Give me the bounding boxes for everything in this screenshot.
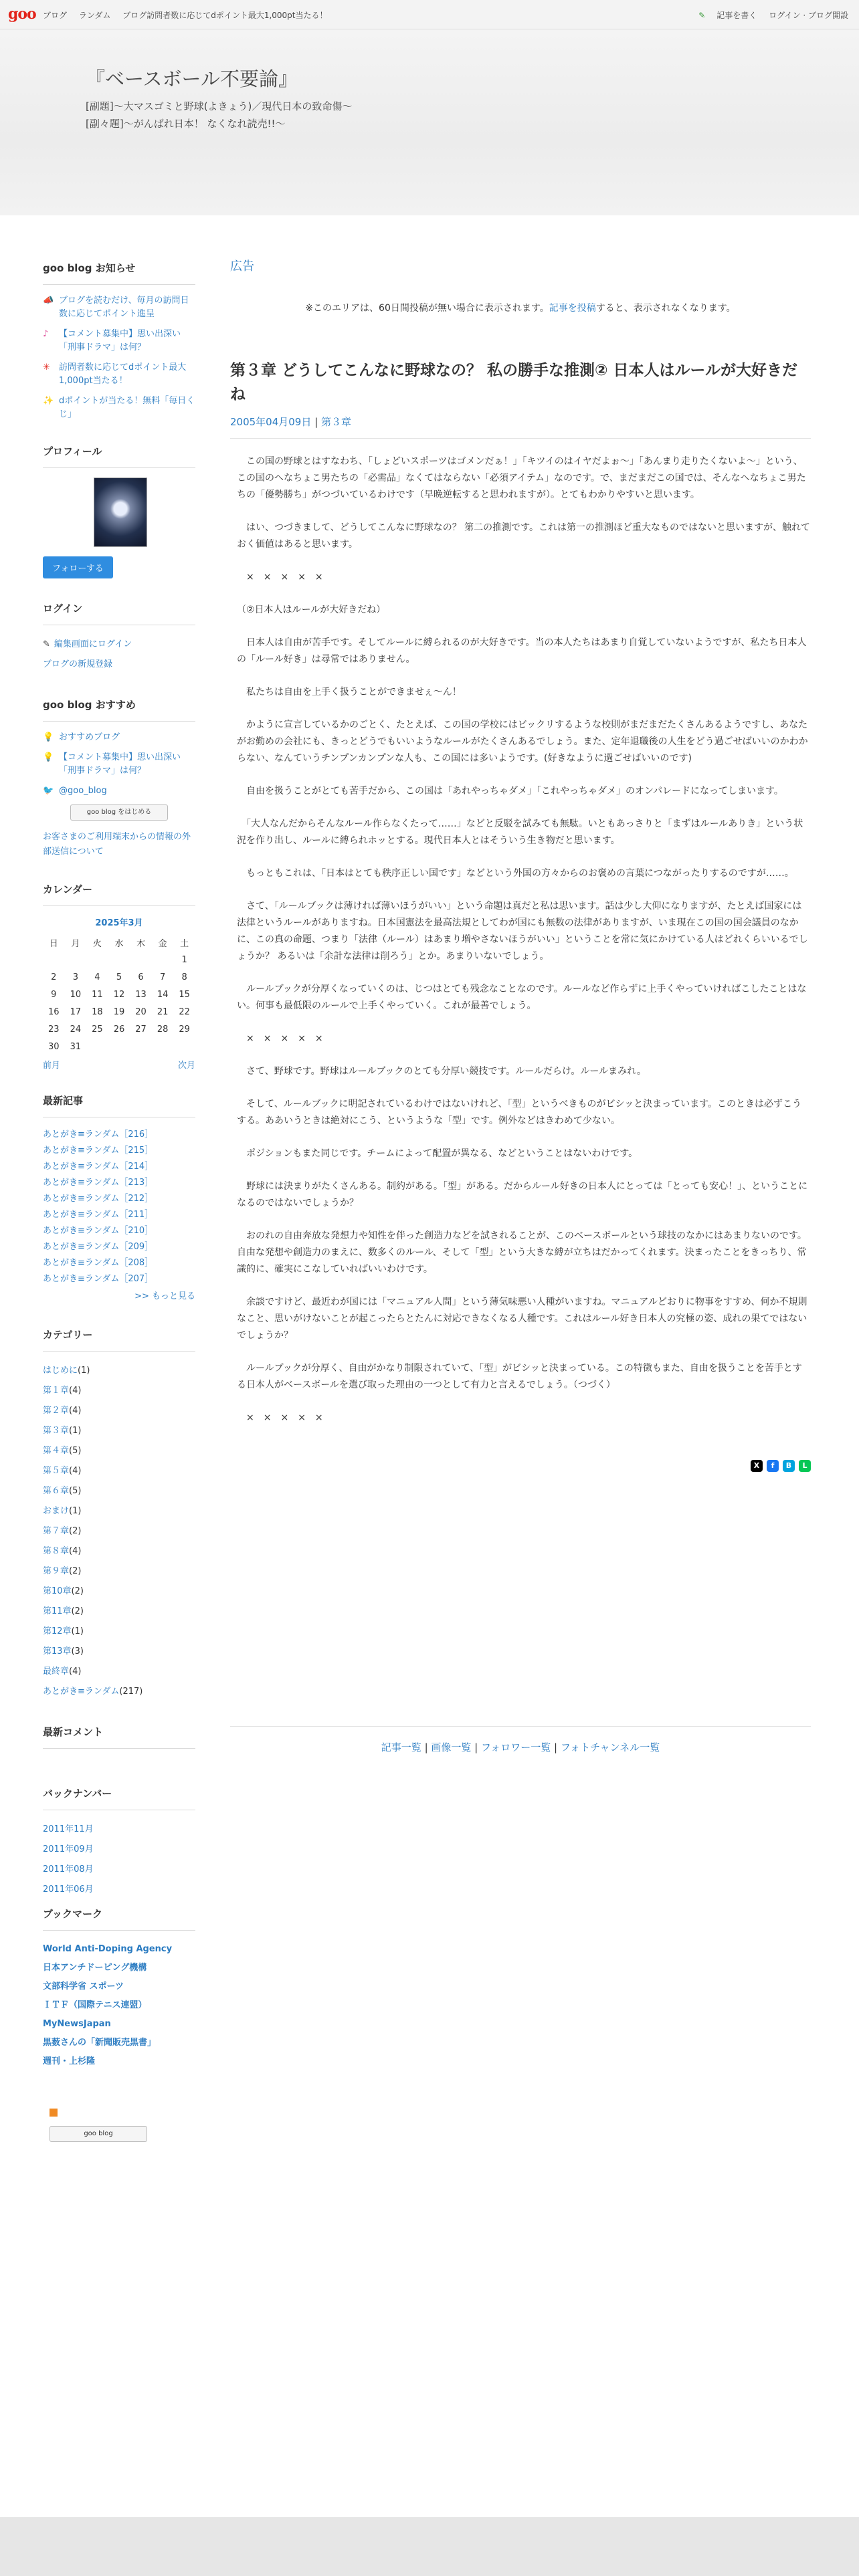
- blog-header: [0, 29, 859, 215]
- nav-random[interactable]: ランダム: [78, 11, 111, 20]
- footer-separator: |: [471, 1741, 481, 1753]
- x-share-icon[interactable]: X: [751, 1460, 763, 1472]
- bookmark-link[interactable]: 日本アンチドーピング機構: [43, 1963, 147, 1973]
- calendar-week: [43, 1003, 195, 1021]
- line-share-icon[interactable]: L: [799, 1460, 811, 1472]
- recommend-link[interactable]: おすすめブログ: [59, 732, 120, 742]
- calendar-week: [43, 951, 195, 968]
- goo-blog-banner[interactable]: [50, 2126, 147, 2142]
- bulb-icon: 💡: [43, 752, 54, 762]
- category-count: (2): [69, 1526, 82, 1536]
- calendar-month: 2025年3月: [95, 918, 143, 928]
- category-item: [43, 1582, 195, 1602]
- calendar-day: 26: [113, 1024, 125, 1035]
- calendar-weekday: 木: [136, 938, 146, 949]
- calendar-day: [152, 1038, 174, 1055]
- calendar-weekday: 土: [180, 938, 189, 949]
- news-link[interactable]: dポイントが当たる！無料「毎日くじ」: [59, 396, 195, 419]
- calendar-day: 8: [181, 972, 187, 982]
- comments-block: [43, 1725, 195, 1749]
- backnumber-link[interactable]: 2011年11月: [43, 1824, 94, 1834]
- category-link[interactable]: 第３章: [43, 1426, 70, 1436]
- edit-login-link[interactable]: [43, 635, 195, 655]
- post-paragraph: × × × × ×: [237, 572, 323, 582]
- category-link[interactable]: 第５章: [43, 1466, 70, 1476]
- recent-post-link[interactable]: あとがき≡ランダム［214］: [43, 1162, 154, 1172]
- post-meta: [230, 415, 811, 439]
- twitter-link[interactable]: @goo_blog: [59, 786, 107, 796]
- calendar-day: [130, 1038, 152, 1055]
- profile-heading: プロフィール: [43, 444, 195, 468]
- calendar-day: 18: [92, 1006, 103, 1017]
- calendar-day: 3: [72, 972, 78, 982]
- category-count: (2): [69, 1566, 82, 1576]
- backnumber-heading: バックナンバー: [43, 1786, 195, 1810]
- category-count: (1): [69, 1506, 82, 1516]
- recommend-item[interactable]: [43, 731, 195, 744]
- calendar-day: 19: [113, 1006, 125, 1017]
- category-block: [43, 1327, 195, 1702]
- category-link[interactable]: 第６章: [43, 1486, 70, 1496]
- twitter-icon: 🐦: [43, 786, 54, 796]
- rss-icon[interactable]: [50, 2109, 58, 2117]
- post-paragraph: さて、「ルールブックは薄ければ薄いほうがいい」という命題は真だと私は思います。話は少し大仰になりますが、たとえば国家には法律というルールがありますね。日本国憲法を最高法規としてわが国にも無数の法律がありますが、いま現在この国の国会議員のなかに、この真の命題、つまり「法律（ルール）はあまり増やさないほうがいい」ということを常に気にかけている人はどれくらいいるでしょうか？ あるいは「余計な法律は削ろう」とか。あまりいないでしょう。: [237, 901, 808, 962]
- category-item: [43, 1662, 195, 1682]
- calendar-day: 1: [181, 954, 187, 965]
- post-paragraph: この国の野球とはすなわち、「しょどいスポーツはゴメンだぁ！」「キツイのはイヤだよぉ〜」「あんまり走りたくないよ〜」という、この国のへなちょこ男たちの「必需品」なくてはならない「必須アイテム」なのです。で、まだまだこの国では、そんなへなちょこ男たちの「優勢勝ち」がつづいているわけです（早晩逆転すると思われますが）。とてもわかりやすいと思います。: [237, 456, 806, 500]
- comments-heading: 最新コメント: [43, 1725, 195, 1749]
- bookmark-link[interactable]: 文部科学省 スポーツ: [43, 1981, 124, 1992]
- category-item: [43, 1541, 195, 1562]
- recent-post-link[interactable]: あとがき≡ランダム［211］: [43, 1210, 154, 1220]
- post-paragraph: ルールブックが分厚くなっていくのは、じつはとても残念なことなのです。ルールなど作らずに上手くやっていければこしたことはない。何事も最低限のルールで上手くやっていく。これが最善でしょう。: [237, 984, 807, 1011]
- calendar-day: 9: [51, 989, 57, 1000]
- calendar-day: 21: [157, 1006, 169, 1017]
- category-link[interactable]: 第12章: [43, 1626, 72, 1636]
- recent-post-link[interactable]: あとがき≡ランダム［209］: [43, 1242, 154, 1252]
- news-item[interactable]: [43, 328, 195, 354]
- bookmark-heading: ブックマーク: [43, 1907, 195, 1931]
- category-item: [43, 1421, 195, 1441]
- login-link[interactable]: ログイン · ブログ開設: [769, 11, 848, 20]
- recent-post-link[interactable]: あとがき≡ランダム［208］: [43, 1258, 154, 1268]
- category-link[interactable]: あとがき≡ランダム: [43, 1687, 120, 1697]
- backnumber-link[interactable]: 2011年09月: [43, 1844, 94, 1854]
- calendar-nav: [43, 1058, 195, 1071]
- edit-login-label: 編集画面にログイン: [54, 639, 132, 649]
- calendar-day: [108, 951, 130, 968]
- login-block: [43, 601, 195, 675]
- category-link[interactable]: 第８章: [43, 1546, 70, 1556]
- calendar-day: 5: [116, 972, 122, 982]
- recent-block: [43, 1093, 195, 1305]
- calendar-day: 12: [113, 989, 125, 1000]
- category-count: (2): [71, 1606, 84, 1616]
- category-count: (3): [71, 1646, 84, 1656]
- category-item: [43, 1501, 195, 1521]
- calendar-weekday: 金: [158, 938, 167, 949]
- calendar-table: [43, 934, 195, 1055]
- blog-subtitle: [副題]〜大マスゴミと野球(よきょう)／現代日本の致命傷〜: [86, 100, 353, 112]
- category-count: (1): [71, 1626, 84, 1636]
- profile-block: [43, 444, 195, 578]
- calendar-day: 4: [94, 972, 100, 982]
- calendar-day: [152, 951, 174, 968]
- recent-post-link[interactable]: あとがき≡ランダム［213］: [43, 1178, 154, 1188]
- top-right: [680, 9, 848, 21]
- bookmark-list: [43, 1940, 195, 2071]
- post-paragraph: × × × × ×: [237, 1412, 323, 1423]
- category-count: (4): [69, 1667, 82, 1677]
- calendar-day: 29: [179, 1024, 190, 1035]
- calendar-day: 2: [51, 972, 57, 982]
- category-count: (4): [69, 1546, 82, 1556]
- recommend-heading: goo blog おすすめ: [43, 697, 195, 722]
- calendar-day: 31: [70, 1041, 82, 1052]
- category-count: (5): [69, 1486, 82, 1496]
- photo-channel-link[interactable]: フォトチャンネル一覧: [560, 1741, 660, 1753]
- category-count: (1): [69, 1426, 82, 1436]
- pencil-icon: ✎: [43, 639, 50, 649]
- ad-note-text: ※このエリアは、60日間投稿が無い場合に表示されます。: [305, 303, 549, 314]
- write-post-label: 記事を書く: [717, 11, 757, 20]
- ad-note-text-2: すると、表示されなくなります。: [595, 303, 736, 314]
- category-link[interactable]: 第４章: [43, 1446, 70, 1456]
- write-post-link[interactable]: [689, 11, 757, 20]
- avatar[interactable]: [94, 477, 147, 547]
- page-footer: [0, 2517, 859, 2576]
- news-heading: goo blog お知らせ: [43, 261, 195, 285]
- blog-title[interactable]: 『ベースボール不要論』: [86, 68, 298, 90]
- post-date[interactable]: 2005年04月09日: [230, 416, 312, 428]
- calendar-day: [65, 951, 87, 968]
- post-paragraph: おのれの自由奔放な発想力や知性を伴った創造力などを試されることが、このベースボールという球技のなかにはあまりないのです。自由な発想や創造力のまえに、数多くのルール、そして「型」という大きな縛が立ちはだかってくれます。決まったことをきっちり、常識的に、確実にこなしていればいいわけです。: [237, 1230, 807, 1275]
- post-paragraph: さて、野球です。野球はルールブックのとても分厚い競技です。ルールだらけ。ルールまみれ。: [237, 1066, 646, 1077]
- post-paragraph: 私たちは自由を上手く扱うことができませぇ〜ん！: [237, 687, 462, 697]
- category-item: [43, 1602, 195, 1622]
- backnumber-block: [43, 1786, 195, 1895]
- post-paragraph: 日本人は自由が苦手です。そしてルールに縛られるのが大好きです。当の本人たちはあまり自覚していないようですが、私たち日本人の「ルール好き」は尋常ではありません。: [237, 637, 807, 665]
- calendar-day: 10: [70, 989, 82, 1000]
- calendar-day: 14: [157, 989, 169, 1000]
- category-item: [43, 1642, 195, 1662]
- bookmark-link[interactable]: MyNewsJapan: [43, 2019, 111, 2029]
- post-paragraph: × × × × ×: [237, 1033, 323, 1044]
- recent-list: [43, 1127, 195, 1287]
- post-paragraph: かように宣言しているかのごとく、たとえば、この国の学校にはビックリするような校則がまだまだたくさんあるようですし、あなたがお勤めの会社にも、きっとどうでもいいようなルールがたくさんあるでしょう。また、定年退職後の人生をどう過ごせばいいのかわからない、なんていうチンプンカンプンな人も、この国には多いようです。(好きなように過ごせばいいのです): [237, 720, 808, 764]
- more-link[interactable]: >> もっと見る: [134, 1291, 195, 1301]
- category-count: (4): [69, 1466, 82, 1476]
- backnumber-link[interactable]: 2011年08月: [43, 1864, 94, 1874]
- recent-post-link[interactable]: あとがき≡ランダム［216］: [43, 1130, 154, 1140]
- article-footer-links: [230, 1726, 811, 1754]
- calendar-day: [86, 951, 108, 968]
- nav-campaign[interactable]: ブログ訪問者数に応じてdポイント最大1,000pt当たる！: [122, 11, 328, 20]
- post-paragraph: ルールブックが分厚く、自由がかなり制限されていて、「型」がビシッと決まっている。この特徴もまた、自由を扱うことを苦手とする日本人がベースボールを選び取った理由の一つとして有力と言えるでしょう。（つづく）: [237, 1363, 802, 1390]
- calendar-weekday: 火: [92, 938, 102, 949]
- register-link[interactable]: ブログの新規登録: [43, 659, 113, 669]
- pen-icon: ✎: [698, 11, 706, 20]
- follow-button[interactable]: フォローする: [43, 556, 113, 578]
- category-link[interactable]: はじめに: [43, 1366, 78, 1376]
- post-article-link[interactable]: 記事を投稿: [549, 303, 596, 314]
- facebook-share-icon[interactable]: f: [767, 1460, 779, 1472]
- post-paragraph: 野球には決まりがたくさんある。制約がある。「型」がある。だからルール好きの日本人にとっては「とっても安心！」、ということになるのではないでしょうか？: [237, 1181, 808, 1208]
- main-content: [230, 257, 811, 1754]
- post-paragraph: もっともこれは、「日本はとても秩序正しい国です」などという外国の方々からのお褒めの言葉につながったりするのですが……。: [237, 868, 794, 879]
- news-item[interactable]: [43, 294, 195, 321]
- calendar-day: 13: [135, 989, 147, 1000]
- hatena-share-icon[interactable]: B: [783, 1460, 795, 1472]
- article-list-link[interactable]: 記事一覧: [381, 1741, 421, 1753]
- post-body: [230, 453, 811, 1426]
- news-link[interactable]: 訪問者数に応じてdポイント最大1,000pt当たる！: [59, 362, 187, 386]
- category-link[interactable]: おまけ: [43, 1506, 70, 1516]
- category-item: [43, 1401, 195, 1421]
- category-link[interactable]: 第９章: [43, 1566, 70, 1576]
- post-category[interactable]: 第３章: [320, 416, 351, 428]
- post-paragraph: 「大人なんだからそんなルール作らなくたって……」などと反駁を試みても無駄。いともあっさりと「まずはルールありき」という状況を作り出し、ルールに縛られホッとする。現代日本人とはそういう生き物だと思います。: [237, 819, 803, 846]
- category-link[interactable]: 最終章: [43, 1667, 70, 1677]
- sidebar: [43, 261, 195, 2165]
- follower-list-link[interactable]: フォロワー一覧: [481, 1741, 551, 1753]
- category-count: (217): [119, 1687, 143, 1697]
- prev-month-link[interactable]: 前月: [43, 1061, 61, 1071]
- calendar-day: 30: [48, 1041, 60, 1052]
- news-link[interactable]: 【コメント募集中】思い出深い「刑事ドラマ」は何？: [59, 329, 181, 352]
- category-heading: カテゴリー: [43, 1327, 195, 1352]
- post-paragraph: （②日本人はルールが大好きだね）: [237, 605, 386, 615]
- post-title[interactable]: 第３章 どうしてこんなに野球なの？ 私の勝手な推測② 日本人はルールが大好きだね: [230, 362, 798, 403]
- category-item: [43, 1682, 195, 1702]
- category-link[interactable]: 第10章: [43, 1586, 72, 1596]
- footer-separator: |: [421, 1741, 432, 1753]
- category-count: (4): [69, 1406, 82, 1416]
- star-icon: ✨: [43, 396, 54, 406]
- calendar-day: [86, 1038, 108, 1055]
- recommend-link[interactable]: 【コメント募集中】思い出深い「刑事ドラマ」は何？: [59, 752, 181, 776]
- ad-label: 広告: [230, 259, 254, 274]
- calendar-weekday: 日: [49, 938, 58, 949]
- backnumber-list[interactable]: [43, 1820, 195, 1895]
- category-item: [43, 1562, 195, 1582]
- megaphone-icon: 📣: [43, 296, 54, 306]
- calendar-day: 27: [135, 1024, 147, 1035]
- calendar-week: [43, 986, 195, 1003]
- bookmark-link[interactable]: 週刊・上杉隆: [43, 2056, 96, 2066]
- calendar-week: [43, 968, 195, 986]
- twitter-item[interactable]: [43, 784, 195, 798]
- calendar-heading: カレンダー: [43, 882, 195, 906]
- meta-separator: |: [311, 416, 321, 428]
- calendar-day: 24: [70, 1024, 82, 1035]
- nav-blog[interactable]: ブログ: [43, 11, 68, 20]
- calendar-day: 28: [157, 1024, 169, 1035]
- recent-post-link[interactable]: あとがき≡ランダム［210］: [43, 1226, 154, 1236]
- category-item: [43, 1381, 195, 1401]
- category-item: [43, 1361, 195, 1381]
- post-paragraph: 自由を扱うことがとても苦手だから、この国は「あれやっちゃダメ」「これやっちゃダメ」のオンパレードになってしまいます。: [237, 786, 783, 796]
- category-item: [43, 1441, 195, 1461]
- bulb-icon: 💡: [43, 732, 54, 742]
- calendar-day: 25: [92, 1024, 103, 1035]
- calendar-day: 20: [135, 1006, 147, 1017]
- login-heading: ログイン: [43, 601, 195, 625]
- footer-separator: |: [551, 1741, 561, 1753]
- category-count: (5): [69, 1446, 82, 1456]
- sparkle-icon: ✳: [43, 362, 50, 372]
- news-block: [43, 261, 195, 421]
- post-paragraph: ポジションもまた同じです。チームによって配置が異なる、などということはないわけです。: [237, 1148, 638, 1159]
- category-item: [43, 1461, 195, 1481]
- calendar-day: [43, 951, 65, 968]
- calendar-block: [43, 882, 195, 1071]
- bookmark-block: [43, 1907, 195, 2142]
- bookmark-link[interactable]: ＩＴＦ（国際テニス連盟）: [43, 2000, 147, 2010]
- goo-logo[interactable]: goo: [8, 5, 36, 23]
- calendar-weekday: 水: [114, 938, 124, 949]
- recommend-block: [43, 697, 195, 859]
- calendar-week: [43, 1038, 195, 1055]
- calendar-day: 11: [92, 989, 103, 1000]
- category-link[interactable]: 第２章: [43, 1406, 70, 1416]
- post-paragraph: そして、ルールブックに明記されているわけではないけれど、「型」というべきものがビシッと決まっています。このときは必ずこうする。ああいうときは絶対にこう、というような「型」です。例外などはきわめて少ない。: [237, 1099, 802, 1126]
- calendar-day: 23: [48, 1024, 60, 1035]
- next-month-link[interactable]: 次月: [177, 1061, 195, 1071]
- top-nav: [43, 9, 337, 21]
- bookmark-link[interactable]: 黒薮さんの「新聞販売黒書」: [43, 2038, 157, 2048]
- blog-subtitle-2: [副々題]〜がんばれ日本！ なくなれ読売!!〜: [86, 118, 286, 130]
- goo-start-banner[interactable]: [70, 804, 168, 821]
- category-count: (1): [78, 1366, 90, 1376]
- goo-start-label: goo blog をはじめる: [86, 809, 152, 816]
- recent-post-link[interactable]: あとがき≡ランダム［212］: [43, 1194, 154, 1204]
- calendar-day: 22: [179, 1006, 190, 1017]
- calendar-day: [130, 951, 152, 968]
- category-item: [43, 1622, 195, 1642]
- news-link[interactable]: ブログを読むだけ、毎月の訪問日数に応じてポイント進呈: [59, 296, 189, 319]
- category-link[interactable]: 第１章: [43, 1386, 70, 1396]
- calendar-week: [43, 1021, 195, 1038]
- recent-post-link[interactable]: あとがき≡ランダム［215］: [43, 1146, 154, 1156]
- calendar-weekday: 月: [71, 938, 80, 949]
- top-bar: [0, 0, 859, 29]
- category-count: (2): [71, 1586, 84, 1596]
- category-link[interactable]: 第11章: [43, 1606, 72, 1616]
- image-list-link[interactable]: 画像一覧: [431, 1741, 472, 1753]
- calendar-day: 16: [48, 1006, 60, 1017]
- calendar-day: 17: [70, 1006, 82, 1017]
- news-item[interactable]: [43, 395, 195, 421]
- category-link[interactable]: 第13章: [43, 1646, 72, 1656]
- calendar-day: 6: [138, 972, 144, 982]
- ad-note: [230, 301, 811, 314]
- calendar-day: 7: [159, 972, 166, 982]
- recent-post-link[interactable]: あとがき≡ランダム［207］: [43, 1274, 154, 1284]
- category-item: [43, 1521, 195, 1541]
- category-list: [43, 1361, 195, 1702]
- share-buttons: [230, 1460, 811, 1472]
- category-link[interactable]: 第７章: [43, 1526, 70, 1536]
- post-paragraph: はい、つづきまして、どうしてこんなに野球なの？ 第二の推測です。これは第一の推測ほど重大なものではないと思いますが、触れておく価値はあると思います。: [237, 522, 811, 550]
- backnumber-link[interactable]: 2011年06月: [43, 1885, 94, 1895]
- recent-heading: 最新記事: [43, 1093, 195, 1117]
- category-count: (4): [69, 1386, 82, 1396]
- calendar-day: [108, 1038, 130, 1055]
- goo-blog-banner-label: goo blog: [84, 2130, 113, 2137]
- calendar-day: 15: [179, 989, 190, 1000]
- bookmark-link[interactable]: World Anti-Doping Agency: [43, 1944, 173, 1954]
- music-icon: ♪: [43, 329, 49, 339]
- post-paragraph: 余談ですけど、最近わが国には「マニュアル人間」という薄気味悪い人種がいますね。マニュアルどおりに物事をすすめ、何か不規則なこと、思いがけないことが起こったらとたんに対応できなくなる人種です。これはルール好き日本人の究極の姿、成れの果てではないでしょうか？: [237, 1297, 807, 1341]
- recommend-item[interactable]: [43, 751, 195, 778]
- calendar-day: [173, 1038, 195, 1055]
- news-item[interactable]: [43, 361, 195, 388]
- category-item: [43, 1481, 195, 1501]
- external-info-link[interactable]: お客さまのご利用端末からの情報の外部送信について: [43, 832, 191, 857]
